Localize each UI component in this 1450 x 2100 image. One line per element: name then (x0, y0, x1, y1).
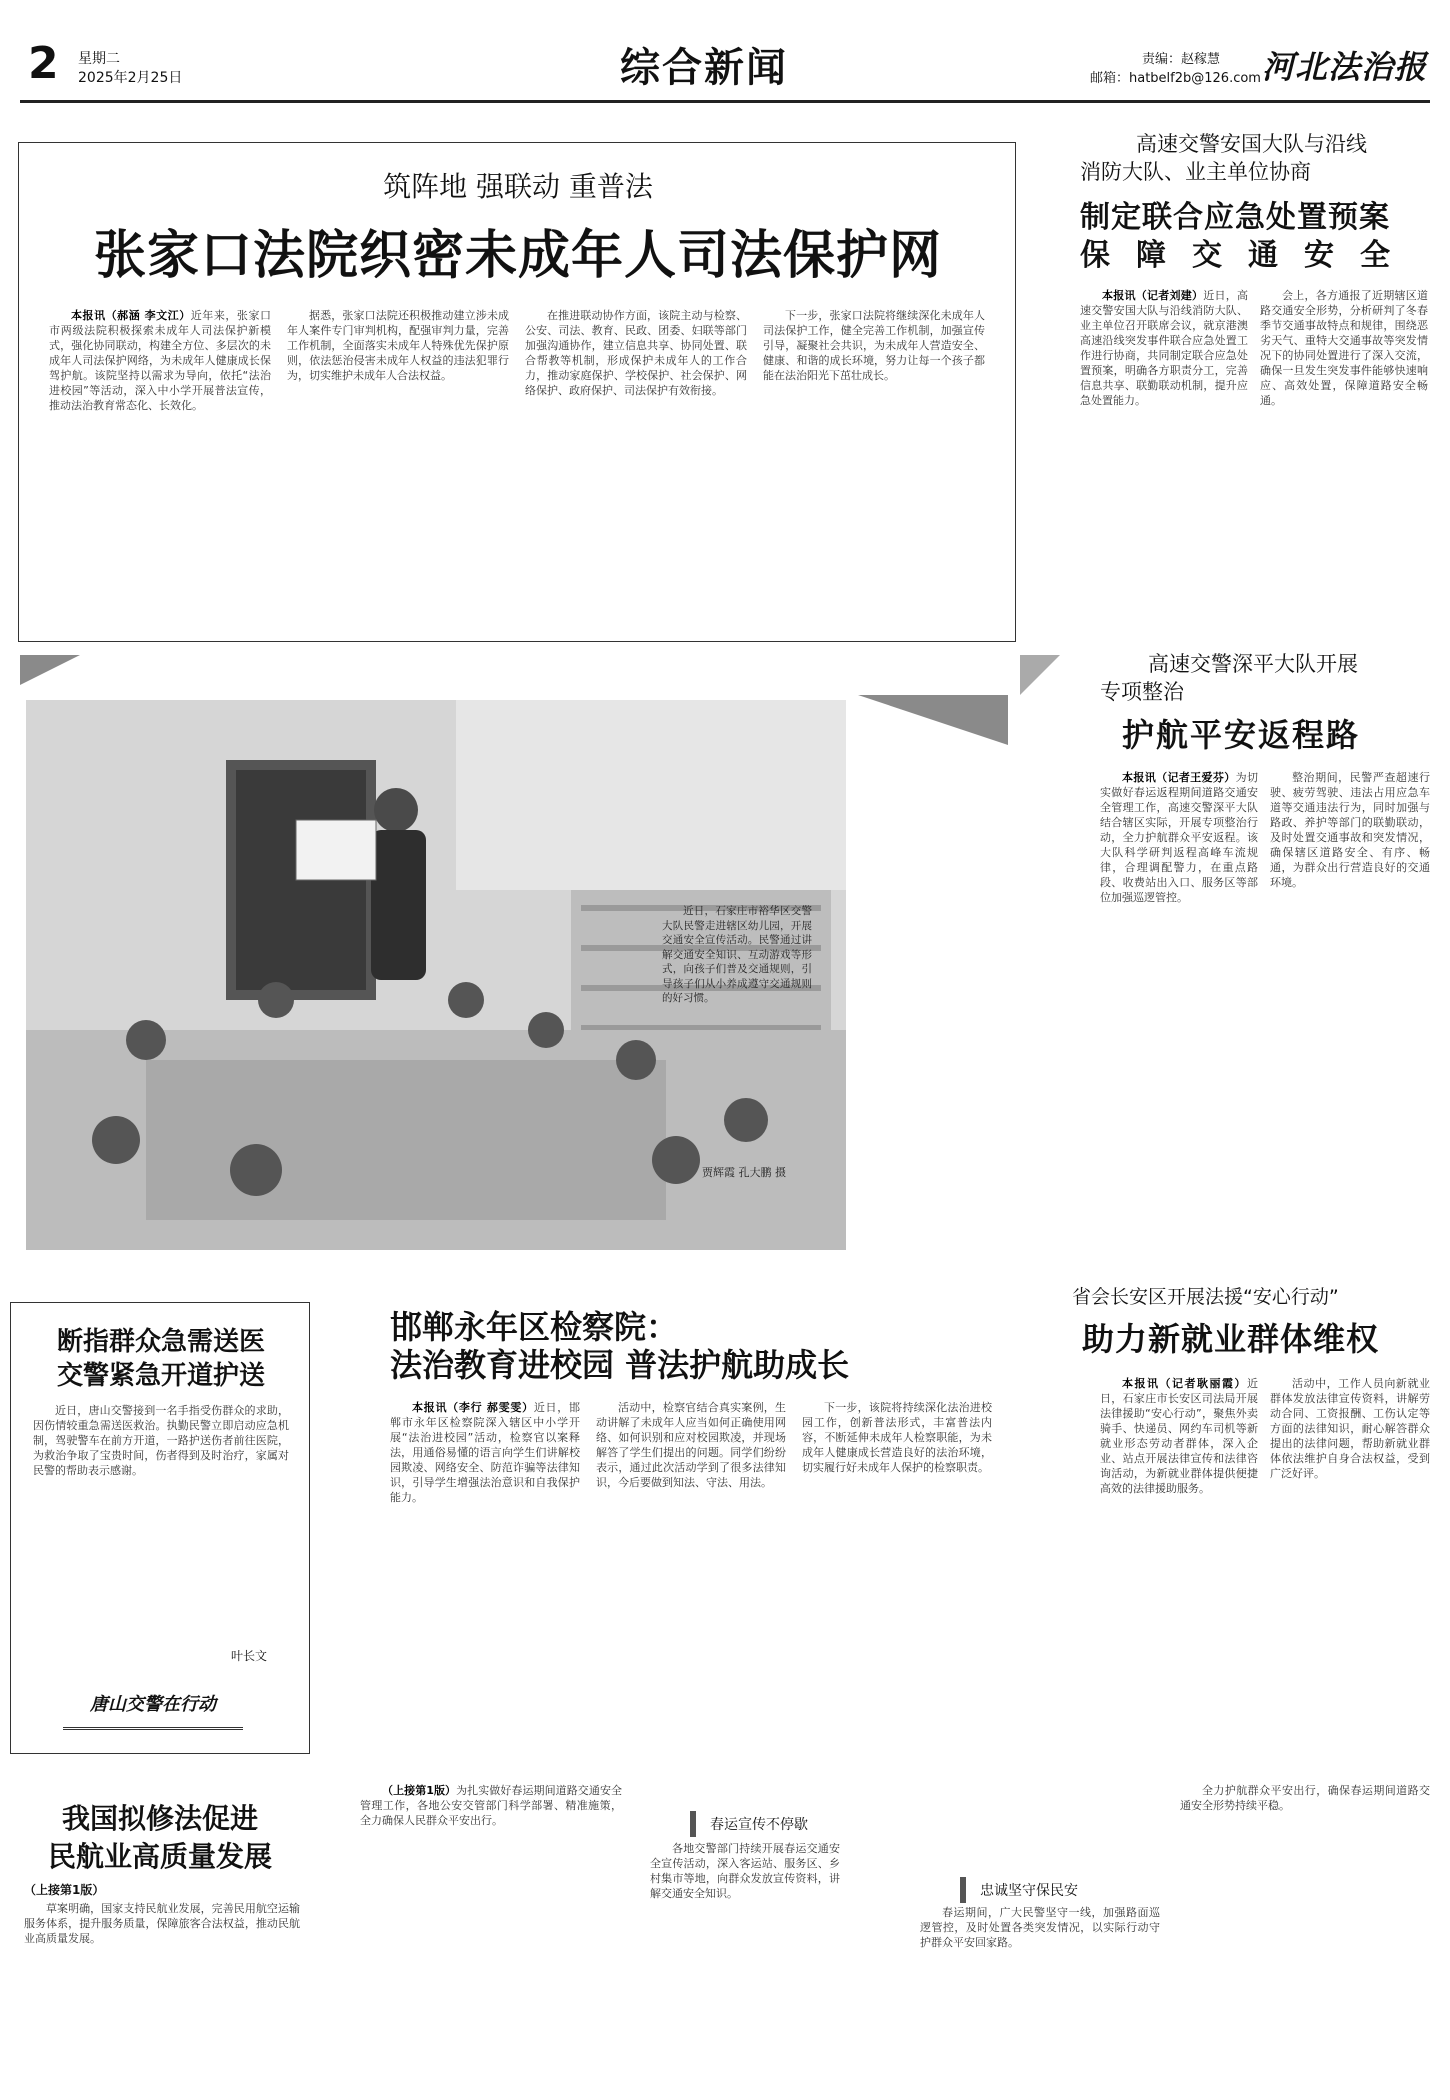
page-number: 2 (28, 38, 59, 89)
left-brief-headline-2: 交警紧急开道护送 (56, 1361, 265, 1391)
lead-kicker: 筑阵地 强联动 重普法 (383, 170, 653, 203)
lead-byline: 本报讯（郝涵 李文江） (71, 309, 191, 322)
left-brief-body: 近日，唐山交警接到一名手指受伤群众的求助，因伤情较重急需送医救治。执勤民警立即启动应急机制，驾驶警车在前方开道，一路护送伤者前往医院，为救治争取了宝贵时间，伤者得到及时治疗，家属对民警的帮助表示感谢。 (33, 1404, 289, 1477)
right-top-column-2: 会上，各方通报了近期辖区道路交通安全形势，分析研判了冬春季节交通事故特点和规律，围绕恶劣天气、重特大交通事故等突发情况下的协同处置进行了深入交流，确保一旦发生突发事件能够快速响应、高效处置，保障道路安全畅通。 (1260, 289, 1428, 407)
right-bottom-story (1062, 1270, 1440, 1760)
lead-story-box (18, 142, 1016, 642)
right-bottom-subhead: 省会长安区开展法援“安心行动” (1072, 1286, 1339, 1308)
right-top-headline-1: 制定联合应急处置预案 (1080, 200, 1390, 235)
issue-date: 2025年2月25日 (78, 70, 183, 86)
bottom-column-4: 全力护航群众平安出行，确保春运期间道路交通安全形势持续平稳。 (1180, 1784, 1430, 1812)
center-column-1: 本报讯（李行 郝雯雯）近日，邯郸市永年区检察院深入辖区中小学开展“法治进校园”活动，检察官以案释法，用通俗易懂的语言向学生们讲解校园欺凌、网络安全、防范诈骗等法律知识，引导学生增强法治意识和自我保护能力。 (390, 1401, 580, 1504)
right-top-subhead-2: 消防大队、业主单位协商 (1080, 160, 1311, 184)
right-mid-subhead-2: 专项整治 (1100, 680, 1184, 704)
center-headline-2: 法治教育进校园 普法护航助成长 (390, 1346, 850, 1384)
lead-column-4: 下一步，张家口法院将继续深化未成年人司法保护工作，健全完善工作机制，加强宣传引导，凝聚社会共识，为未成年人营造安全、健康、和谐的成长环境，努力让每一个孩子都能在法治阳光下茁壮成长。 (763, 309, 985, 382)
right-bottom-headline: 助力新就业群体维权 (1082, 1320, 1380, 1358)
lead-column-3: 在推进联动协作方面，该院主动与检察、公安、司法、教育、民政、团委、妇联等部门加强沟通协作，建立信息共享、协同处置、联合帮教等机制，形成保护未成年人的工作合力，推动家庭保护、学校保护、社会保护、网络保护、政府保护、司法保护有效衔接。 (525, 309, 747, 397)
right-mid-subhead-1: 高速交警深平大队开展 (1148, 652, 1358, 676)
bottom-column-2: 各地交警部门持续开展春运交通安全宣传活动，深入客运站、服务区、乡村集市等地，向群众发放宣传资料，讲解交通安全知识。 (650, 1842, 840, 1900)
classroom-photo (26, 700, 846, 1250)
right-top-column-1: 本报讯（记者刘建）近日，高速交警安国大队与沿线消防大队、业主单位召开联席会议，就京港澳高速沿线突发事件联合应急处置工作进行协商，共同制定联合应急处置预案，明确各方职责分工，完善信息共享、联勤联动机制，提升应急处置能力。 (1080, 289, 1248, 407)
left-brief-badge: 唐山交警在行动 (63, 1683, 243, 1730)
weekday: 星期二 (78, 51, 120, 67)
right-mid-headline: 护航平安返程路 (1122, 716, 1361, 754)
bottom-left-headline-2: 民航业高质量发展 (47, 1840, 272, 1873)
lead-headline: 张家口法院织密未成年人司法保护网 (93, 225, 942, 286)
right-bottom-column-1: 本报讯（记者耿丽霞）近日，石家庄市长安区司法局开展法律援助“安心行动”，聚焦外卖骑手、快递员、网约车司机等新就业形态劳动者群体，深入企业、站点开展法律宣传和法律咨询活动，为新就业群体提供便捷高效的法律援助服务。 (1100, 1377, 1258, 1495)
center-story (374, 1290, 1024, 1760)
photo-credit: 贾辉霞 孔大鹏 摄 (702, 1166, 786, 1179)
shading-triangle-right (858, 695, 1008, 745)
right-top-headline-2: 保障交通安全 (1080, 238, 1416, 273)
center-column-3: 下一步，该院将持续深化法治进校园工作，创新普法形式，丰富普法内容，不断延伸未成年人检察职能，为未成年人健康成长营造良好的法治环境，切实履行好未成年人保护的检察职责。 (802, 1401, 992, 1474)
shading-triangle-left (20, 655, 80, 685)
bottom-left-story (10, 1775, 310, 2090)
right-top-story (1062, 120, 1440, 620)
bottom-left-body: 草案明确，国家支持民航业发展，完善民用航空运输服务体系，提升服务质量，保障旅客合法权益，推动民航业高质量发展。 (24, 1902, 300, 1945)
photo-caption: 近日，石家庄市裕华区交警大队民警走进辖区幼儿园，开展交通安全宣传活动。民警通过讲解交通安全知识、互动游戏等形式，向孩子们普及交通规则，引导孩子们从小养成遵守交通规则的好习惯。 (662, 905, 812, 1004)
editor-email: 邮箱：hatbelf2b@126.com (1090, 71, 1261, 86)
lead-column-1: 本报讯（郝涵 李文江）近年来，张家口市两级法院积极探索未成年人司法保护新模式，强化协同联动，构建全方位、多层次的未成年人司法保护网络，为未成年人健康成长保驾护航。该院坚持以需求为导向，依托“法治进校园”等活动，深入中小学开展普法宣传，推动法治教育常态化、长效化。 (49, 309, 271, 412)
page-header (0, 0, 1450, 130)
bottom-left-headline-1: 我国拟修法促进 (61, 1802, 258, 1835)
right-mid-story (1062, 640, 1440, 1240)
left-brief-author: 叶长文 (231, 1649, 268, 1663)
editor-name: 责编：赵稼慧 (1142, 52, 1221, 67)
lead-column-2: 据悉，张家口法院还积极推动建立涉未成年人案件专门审判机构，配强审判力量，完善工作机制，全面落实未成年人特殊优先保护原则，依法惩治侵害未成年人权益的违法犯罪行为，切实维护未成年人合法权益。 (287, 309, 509, 382)
right-bottom-column-2: 活动中，工作人员向新就业群体发放法律宣传资料，讲解劳动合同、工资报酬、工伤认定等方面的法律知识，耐心解答群众提出的法律问题，帮助新就业群体依法维护自身合法权益，受到广泛好评。 (1270, 1377, 1430, 1480)
bottom-left-continued: （上接第1版） (24, 1883, 105, 1897)
left-brief-box (10, 1302, 310, 1754)
bottom-subhead-2: 忠诚坚守保民安 (960, 1877, 1092, 1903)
right-mid-column-2: 整治期间，民警严查超速行驶、疲劳驾驶、违法占用应急车道等交通违法行为，同时加强与路政、养护等部门的联勤联动，及时处置交通事故和突发情况，确保辖区道路安全、有序、畅通，为群众出行营造良好的交通环境。 (1270, 771, 1430, 889)
bottom-columns (360, 1775, 1440, 2090)
bottom-column-1: （上接第1版）为扎实做好春运期间道路交通安全管理工作，各地公安交管部门科学部署、精准施策，全力确保人民群众平安出行。 (360, 1784, 622, 1827)
right-mid-column-1: 本报讯（记者王爱芬）为切实做好春运返程期间道路交通安全管理工作，高速交警深平大队结合辖区实际，开展专项整治行动，全力护航群众平安返程。该大队科学研判返程高峰车流规律，合理调配警力，在重点路段、收费站出入口、服务区等部位加强巡逻管控。 (1100, 771, 1258, 904)
header-rule (20, 100, 1430, 103)
left-brief-headline-1: 断指群众急需送医 (56, 1327, 265, 1357)
center-column-2: 活动中，检察官结合真实案例，生动讲解了未成年人应当如何正确使用网络、如何识别和应对校园欺凌，并现场解答了学生们提出的问题。同学们纷纷表示，通过此次活动学到了很多法律知识，今后要做到知法、守法、用法。 (596, 1401, 786, 1489)
section-title: 综合新闻 (620, 44, 788, 91)
shading-triangle-mid (1020, 655, 1060, 695)
center-headline-1: 邯郸永年区检察院： (390, 1308, 679, 1346)
bottom-column-3: 春运期间，广大民警坚守一线，加强路面巡逻管控，及时处置各类突发情况，以实际行动守护群众平安回家路。 (920, 1906, 1160, 1949)
right-top-subhead-1: 高速交警安国大队与沿线 (1136, 132, 1367, 156)
masthead-logo: 河北法治报 (1262, 48, 1428, 86)
bottom-subhead-1: 春运宣传不停歇 (690, 1811, 822, 1837)
